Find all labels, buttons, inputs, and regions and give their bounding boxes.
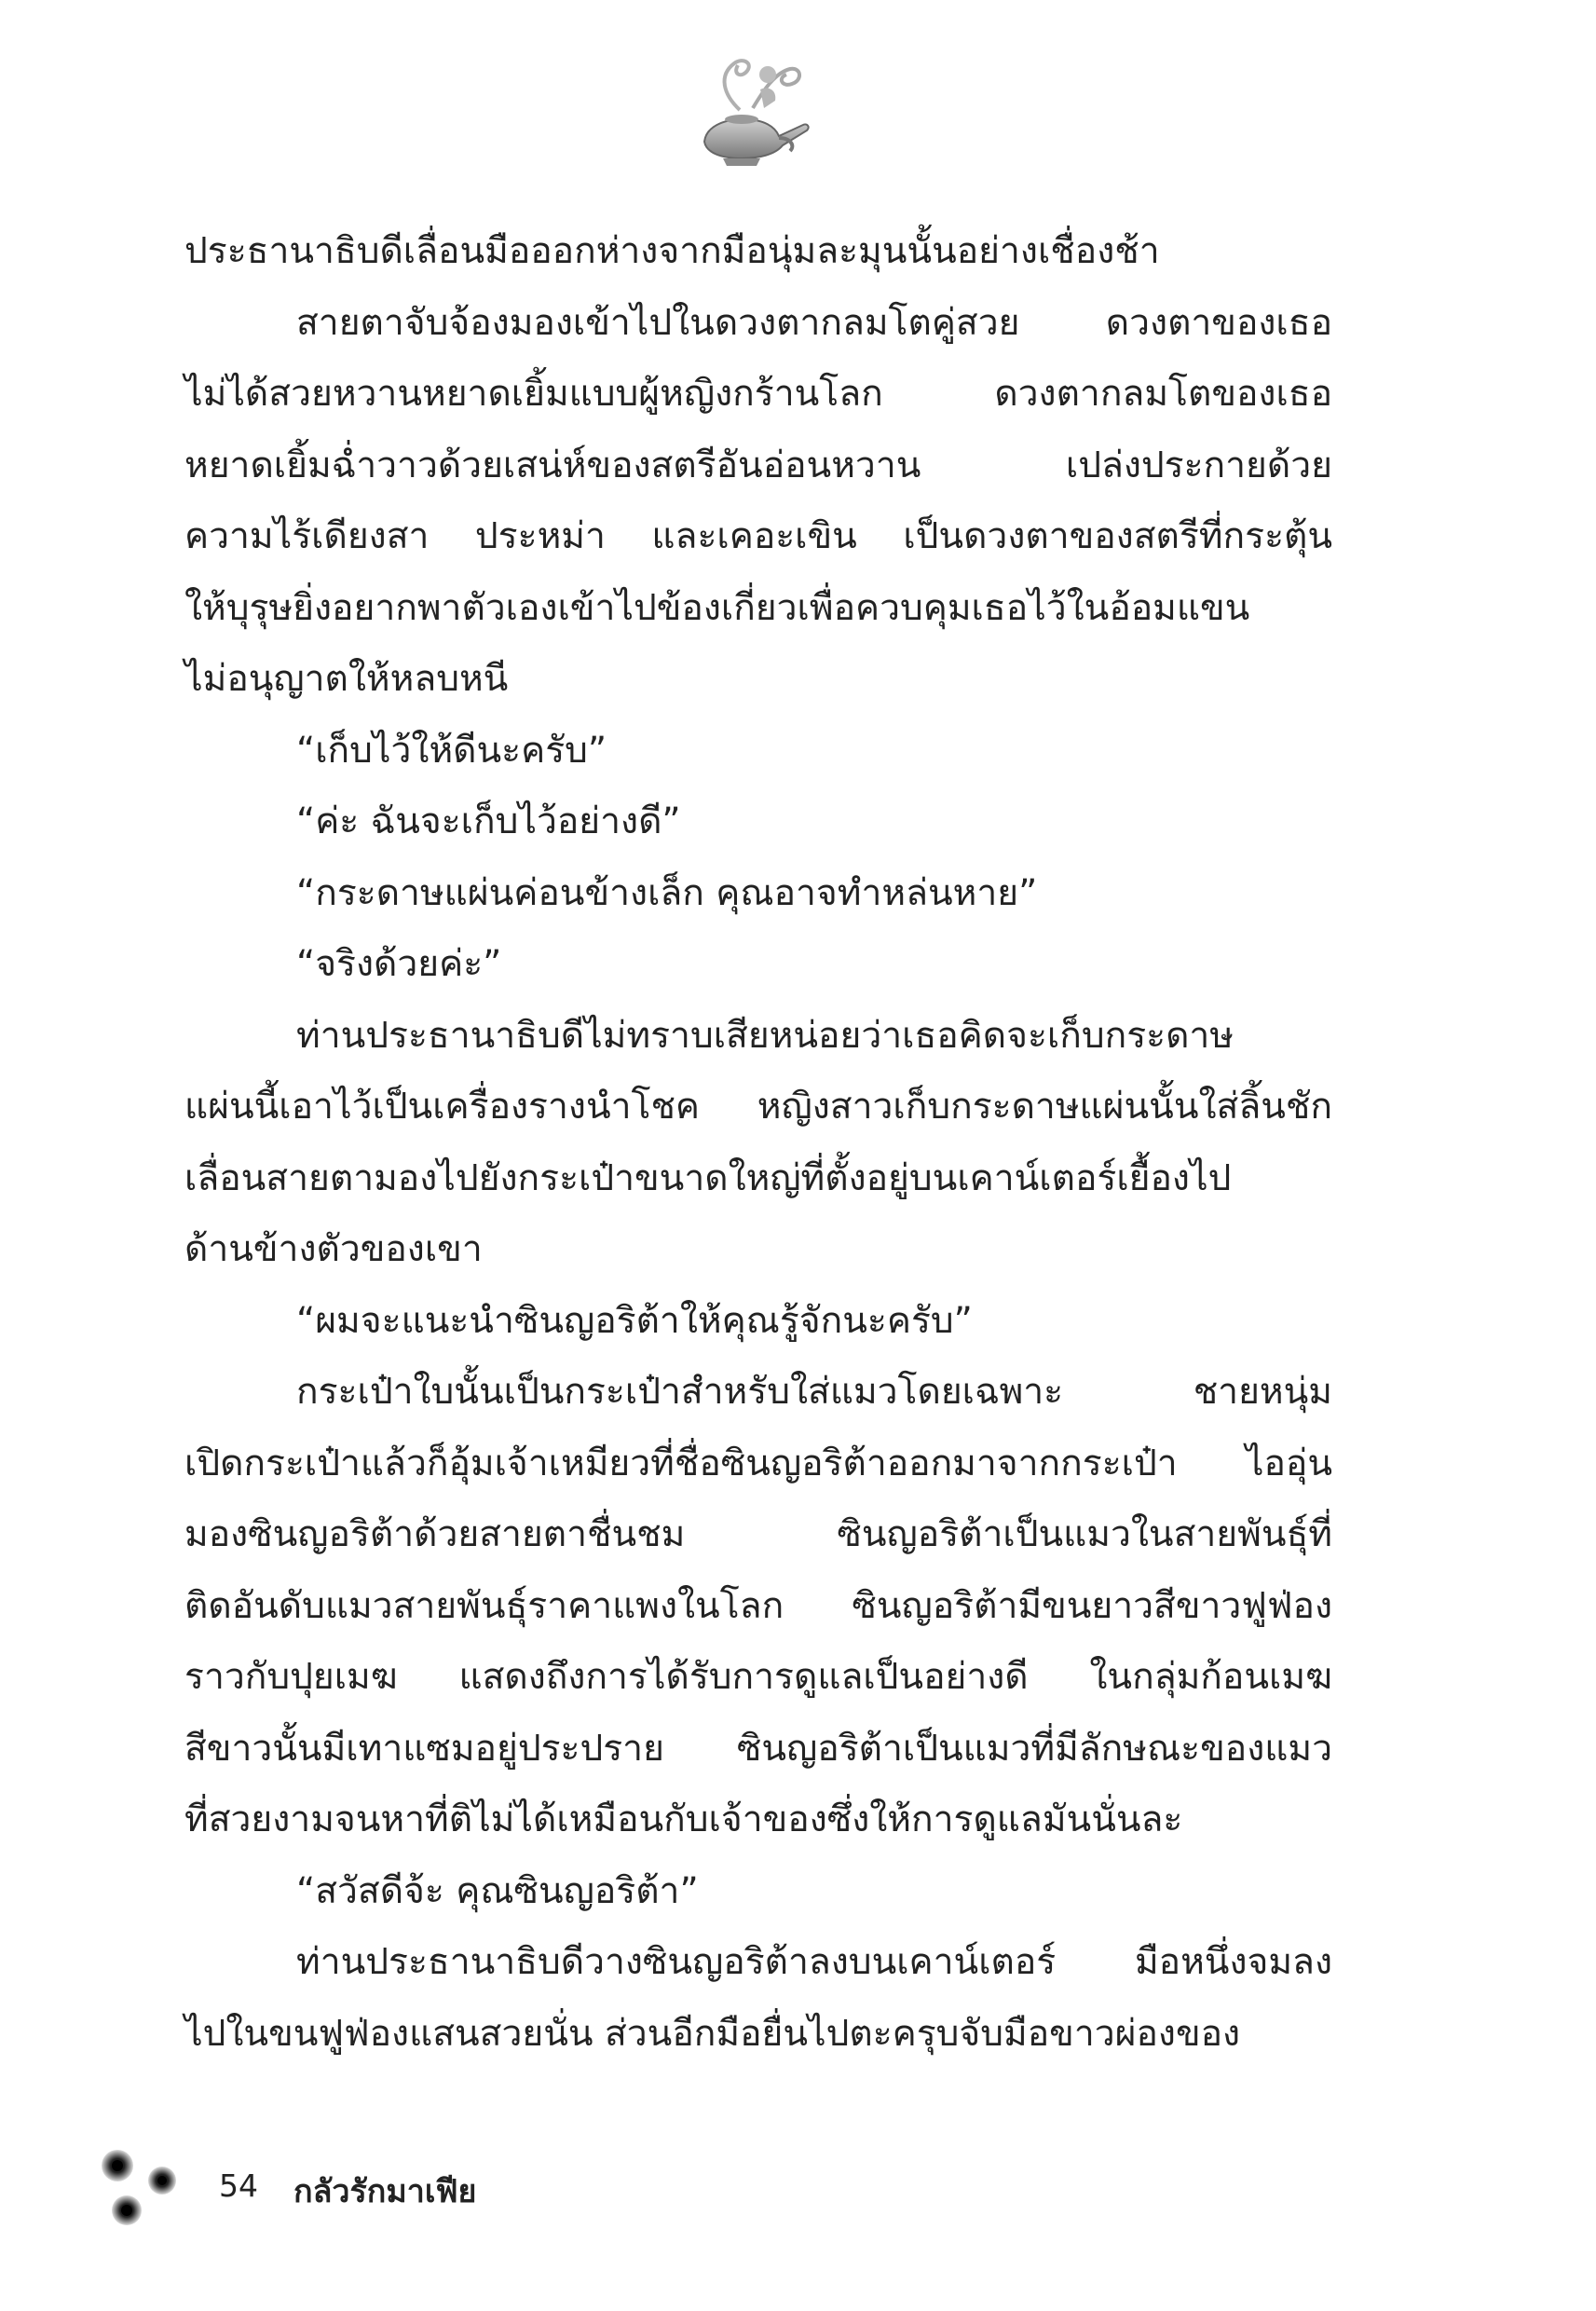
text-line: ท่านประธานาธิบดีวางซินญอริต้าลงบนเคาน์เตอร์ มือหนึ่งจมลง <box>296 1941 1332 1983</box>
text-line: “กระดาษแผ่นค่อนข้างเล็ก คุณอาจทำหล่นหาย” <box>296 871 1038 914</box>
book-title: กลัวรักมาเฟีย <box>293 2173 477 2210</box>
text-line: “สวัสดีจ้ะ คุณซินญอริต้า” <box>296 1869 699 1912</box>
text-line: แผ่นนี้เอาไว้เป็นเครื่องรางนำโชค หญิงสาวเก็บกระดาษแผ่นนั้นใส่ลิ้นชัก <box>184 1086 1332 1128</box>
text-line: ด้านข้างตัวของเขา <box>184 1228 483 1270</box>
text-line: สายตาจับจ้องมองเข้าไปในดวงตากลมโตคู่สวย ดวงตาของเธอ <box>296 301 1332 344</box>
text-line: สีขาวนั้นมีเทาแซมอยู่ประปราย ซินญอริต้าเป็นแมวที่มีลักษณะของแมว <box>184 1727 1332 1770</box>
text-line: เลื่อนสายตามองไปยังกระเป๋าขนาดใหญ่ที่ตั้งอยู่บนเคาน์เตอร์เยื้องไป <box>184 1156 1232 1199</box>
paragraph <box>184 1286 1332 1358</box>
text-line: กระเป๋าใบนั้นเป็นกระเป๋าสำหรับใส่แมวโดยเฉพาะ ชายหนุ่ม <box>296 1371 1332 1413</box>
paragraph <box>184 1856 1332 1928</box>
text-line: หยาดเยิ้มฉ่ำวาวด้วยเสน่ห์ของสตรีอันอ่อนหวาน เปล่งประกายด้วย <box>184 444 1332 486</box>
text-line: ไม่อนุญาตให้หลบหนี <box>184 658 509 700</box>
genie-lamp-icon <box>686 52 816 173</box>
text-line: ราวกับปุยเมฆ แสดงถึงการได้รับการดูแลเป็นอย่างดี ในกลุ่มก้อนเมฆ <box>184 1656 1332 1698</box>
text-line: ไปในขนฟูฟ่องแสนสวยนั่น ส่วนอีกมือยื่นไปตะครุบจับมือขาวผ่องของ <box>184 2012 1241 2055</box>
text-line: ให้บุรุษยิ่งอยากพาตัวเองเข้าไปข้องเกี่ยวเพื่อควบคุมเธอไว้ในอ้อมแขน <box>184 586 1250 629</box>
paragraph <box>184 929 1332 1001</box>
text-line: “ผมจะแนะนำซินญอริต้าให้คุณรู้จักนะครับ” <box>296 1299 973 1342</box>
text-line: ที่สวยงามจนหาที่ติไม่ได้เหมือนกับเจ้าของซึ่งให้การดูแลมันนั่นละ <box>184 1798 1183 1840</box>
text-line: เปิดกระเป๋าแล้วก็อุ้มเจ้าเหมียวที่ชื่อซินญอริต้าออกมาจากกระเป๋า ไออุ่น <box>184 1442 1332 1484</box>
text-line: “จริงด้วยค่ะ” <box>296 943 502 985</box>
body-text <box>184 216 1332 2070</box>
paragraph <box>184 716 1332 787</box>
page-number: 54 <box>219 2167 258 2204</box>
text-line: มองซินญอริต้าด้วยสายตาชื่นชม ซินญอริต้าเป็นแมวในสายพันธุ์ที่ <box>184 1513 1332 1555</box>
text-line: ท่านประธานาธิบดีไม่ทราบเสียหน่อยว่าเธอคิดจะเก็บกระดาษ <box>296 1014 1235 1057</box>
paragraph <box>184 216 1332 288</box>
bullet-holes-icon <box>93 2143 196 2227</box>
paragraph <box>184 288 1332 716</box>
paragraph <box>184 1357 1332 1856</box>
paragraph <box>184 1927 1332 2070</box>
text-line: ติดอันดับแมวสายพันธุ์ราคาแพงในโลก ซินญอริต้ามีขนยาวสีขาวฟูฟ่อง <box>184 1584 1332 1627</box>
text-line: “เก็บไว้ให้ดีนะครับ” <box>296 729 607 772</box>
page-footer <box>93 2143 652 2227</box>
text-line: ความไร้เดียงสา ประหม่า และเคอะเขิน เป็นดวงตาของสตรีที่กระตุ้น <box>184 515 1332 557</box>
text-line: ไม่ได้สวยหวานหยาดเยิ้มแบบผู้หญิงกร้านโลก ดวงตากลมโตของเธอ <box>184 373 1332 415</box>
text-line: “ค่ะ ฉันจะเก็บไว้อย่างดี” <box>296 800 681 842</box>
paragraph <box>184 1001 1332 1286</box>
paragraph <box>184 786 1332 858</box>
paragraph <box>184 858 1332 930</box>
text-line: ประธานาธิบดีเลื่อนมือออกห่างจากมือนุ่มละมุนนั้นอย่างเชื่องช้า <box>184 230 1160 272</box>
